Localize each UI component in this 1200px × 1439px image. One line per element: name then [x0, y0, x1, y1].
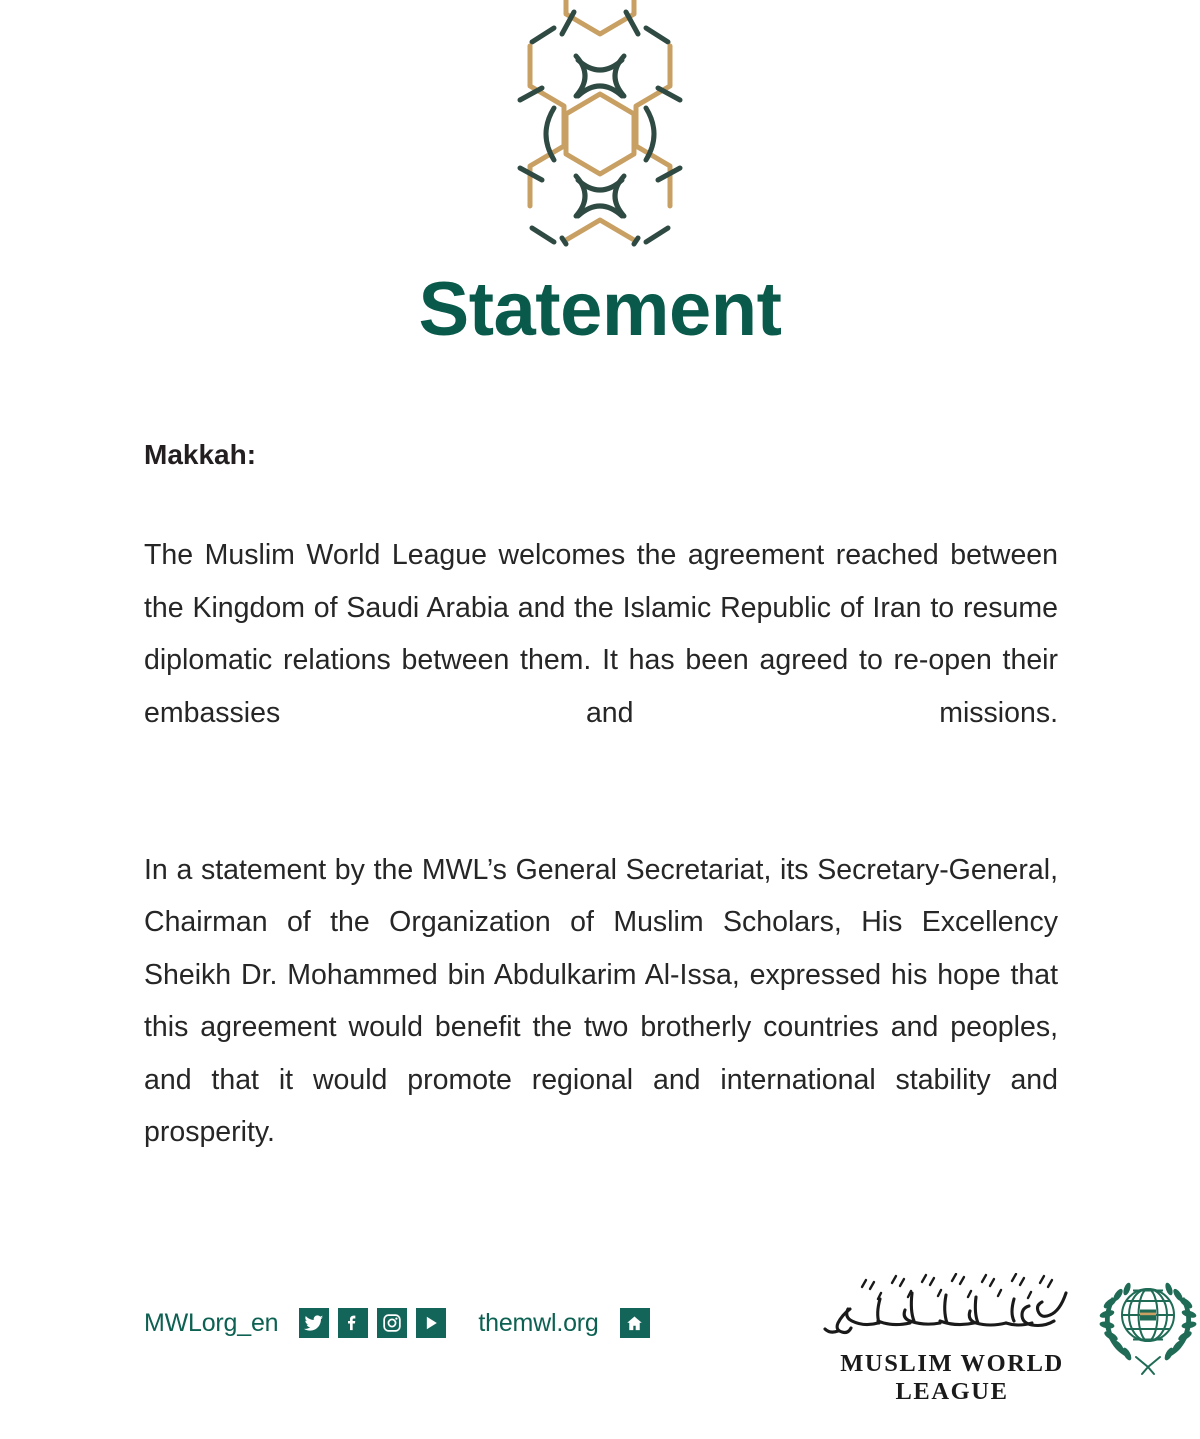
globe-kaaba-wreath-emblem-icon	[1096, 1267, 1200, 1377]
page-title: Statement	[418, 267, 782, 352]
statement-body	[144, 437, 1058, 1211]
paragraph-1: The Muslim World League welcomes the agreement reached between the Kingdom of Saudi Arabia and the Islamic Republic of Iran to resume diplomatic relations between them. It has been agreed to re-open their embassies and missions.	[144, 539, 1058, 729]
social-handle: MWLorg_en	[144, 1308, 279, 1337]
home-icon[interactable]	[620, 1308, 650, 1338]
facebook-icon[interactable]	[338, 1308, 368, 1338]
footer	[0, 1262, 1200, 1439]
dateline: Makkah:	[144, 439, 257, 470]
instagram-icon[interactable]	[377, 1308, 407, 1338]
mwl-emblem	[1096, 1267, 1200, 1377]
social-links	[144, 1308, 650, 1338]
youtube-icon[interactable]	[416, 1308, 446, 1338]
twitter-icon[interactable]	[299, 1308, 329, 1338]
islamic-geometric-pattern-icon	[514, 0, 686, 250]
paragraph-2: In a statement by the MWL’s General Secretariat, its Secretary-General, Chairman of the Organization of Muslim Scholars, His Excellency Sheikh Dr. Mohammed bin Abdulkarim Al-Issa, expressed his hope that this agreement would benefit the two brotherly countries and peoples, and that it would promote regional and international stability and prosperity.	[144, 853, 1058, 1149]
logo-arabic-calligraphy	[802, 1272, 1102, 1344]
website-label: themwl.org	[478, 1308, 599, 1337]
logo-latin-name: MUSLIM WORLD LEAGUE	[840, 1350, 1064, 1405]
mwl-logo	[802, 1272, 1102, 1406]
header-ornament	[0, 0, 1200, 250]
